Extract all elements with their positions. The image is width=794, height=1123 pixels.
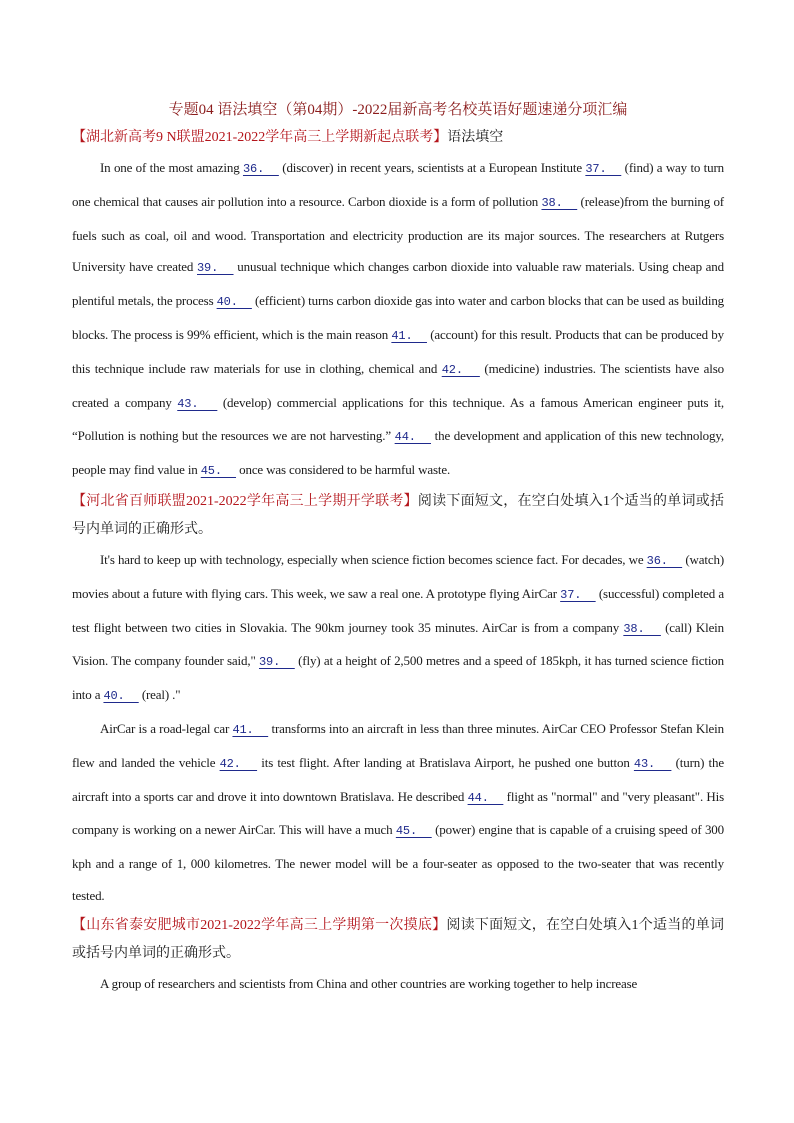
passage-text: once was considered to be harmful waste. — [236, 462, 451, 478]
section-instruction: 阅读下面短文，在空白处填入1个适当的单词或括号内单词的正确形式。 — [72, 917, 724, 961]
answer-blank[interactable]: 42. — [219, 756, 258, 771]
answer-blank[interactable]: 36. — [242, 162, 279, 176]
passage-text: its test flight. After landing at Bratislava Airport, he pushed one button — [257, 754, 634, 770]
passage-text: (real) ." — [138, 687, 181, 703]
answer-blank[interactable]: 37. — [560, 587, 596, 602]
passage-text: (medicine) industries. The scientists have also created a company — [72, 360, 724, 410]
passage-paragraph — [72, 713, 724, 912]
passage-text: (turn) the aircraft into a sports car and drove it into downtown Bratislava. He described — [72, 754, 724, 804]
section-source: 【河北省百师联盟2021-2022学年高三上学期开学联考】 — [72, 493, 418, 509]
passage-text: (develop) commercial applications for this technique. As a famous American engineer puts it, “Pollution is nothing but the resources we are not harvesting.” — [72, 394, 724, 444]
answer-blank[interactable]: 40. — [103, 689, 139, 704]
passage-text: In one of the most amazing — [100, 160, 243, 175]
answer-blank[interactable]: 43. — [633, 756, 672, 771]
answer-blank[interactable]: 45. — [200, 464, 237, 479]
passage-text: transforms into an aircraft in less than three minutes. AirCar CEO Professor Stefan Klein flew and landed the vehicle — [72, 720, 724, 770]
passage-text: (efficient) turns carbon dioxide gas into water and carbon blocks that can be used as building blocks. The process is 99% efficient, which is the main reason — [72, 293, 725, 342]
answer-blank[interactable]: 39. — [258, 655, 295, 670]
answer-blank[interactable]: 40. — [216, 295, 252, 310]
section-header — [72, 912, 724, 968]
passage-paragraph — [72, 968, 724, 1000]
document-title: 专题04 语法填空（第04期）-2022届新高考名校英语好题速递分项汇编 — [168, 102, 628, 118]
passage-text: AirCar is a road-legal car — [100, 720, 233, 736]
section-source: 【山东省泰安肥城市2021-2022学年高三上学期第一次摸底】 — [72, 917, 447, 933]
answer-blank[interactable]: 37. — [585, 162, 622, 176]
passage-text: (watch) movies about a future with flying cars. This week, we saw a real one. A prototype flying AirCar — [72, 551, 724, 601]
answer-blank[interactable]: 38. — [541, 195, 578, 210]
section-source: 【湖北新高考9 N联盟2021-2022学年高三上学期新起点联考】 — [72, 130, 448, 145]
document-page — [72, 98, 724, 1000]
passage-text: flight as "normal" and "very pleasant". His company is working on a newer AirCar. This will have a much — [72, 788, 724, 838]
sections-container — [72, 124, 724, 1000]
section-header — [72, 124, 724, 152]
passage-text: (successful) completed a test flight between two cities in Slovakia. The 90km journey took 35 minutes. AirCar is from a company — [72, 585, 724, 635]
passage-text: (find) a way to turn one chemical that causes air pollution into a resource. Carbon dioxide is a form of pollution — [72, 160, 725, 209]
section-instruction: 阅读下面短文，在空白处填入1个适当的单词或括号内单词的正确形式。 — [72, 493, 724, 537]
passage-text: (release)from the burning of fuels such as coal, oil and wood. Transportation and electricity production are its major sources. The researchers at Rutgers University have created — [72, 193, 724, 275]
passage-text: It's hard to keep up with technology, especially when science fiction becomes science fact. For decades, we — [100, 551, 647, 567]
passage-paragraph — [72, 152, 724, 488]
answer-blank[interactable]: 43. — [177, 396, 218, 411]
passage-text: (discover) in recent years, scientists at a European Institute — [278, 160, 586, 175]
section-header — [72, 488, 724, 544]
section-instruction: 语法填空 — [447, 130, 504, 145]
answer-blank[interactable]: 41. — [232, 722, 269, 737]
answer-blank[interactable]: 36. — [646, 553, 683, 568]
answer-blank[interactable]: 42. — [441, 362, 480, 377]
passage-text: (fly) at a height of 2,500 metres and a speed of 185kph, it has turned science fiction into a — [72, 653, 724, 703]
answer-blank[interactable]: 41. — [391, 328, 427, 343]
passage-text: A group of researchers and scientists from China and other countries are working together to help increase — [100, 975, 638, 991]
passage-text: the development and application of this new technology, people may find value in — [72, 428, 724, 478]
passage-text: (account) for this result. Products that can be produced by this technique include raw materials for use in clothing, chemical and — [72, 326, 724, 376]
passage-text: (call) Klein Vision. The company founder said," — [72, 619, 724, 669]
passage-paragraph — [72, 544, 724, 713]
answer-blank[interactable]: 39. — [197, 261, 234, 276]
answer-blank[interactable]: 45. — [395, 824, 432, 839]
passage-text: (power) engine that is capable of a cruising speed of 300 kph and a range of 1, 000 kilometres. The newer model will be a four-seater as opposed to the two-seater that was recently tested. — [72, 822, 724, 903]
passage-text: unusual technique which changes carbon dioxide into valuable raw materials. Using cheap and plentiful metals, the process — [72, 259, 724, 309]
answer-blank[interactable]: 44. — [467, 790, 504, 805]
answer-blank[interactable]: 38. — [623, 621, 661, 636]
answer-blank[interactable]: 44. — [394, 430, 431, 445]
